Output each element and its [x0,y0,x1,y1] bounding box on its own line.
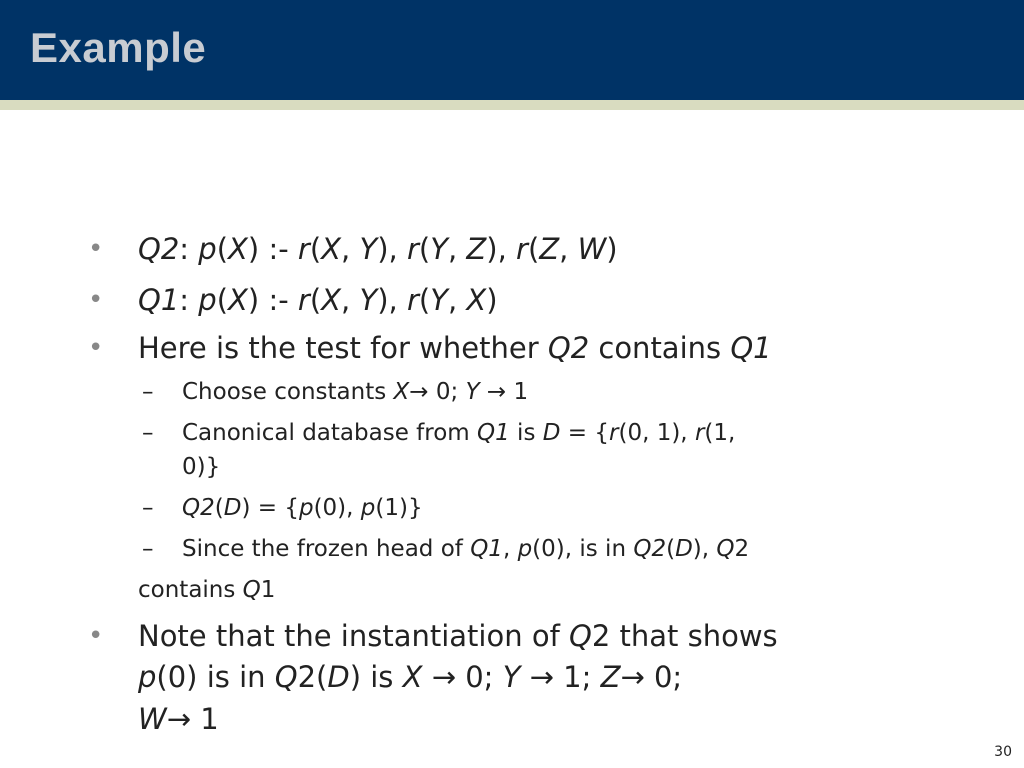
predicate: p [198,283,217,317]
sub-bullet-text: 2 [734,536,750,562]
predicate: r [609,420,619,446]
bullet-text: Here is the test for whether [138,331,548,365]
query-name: Q1 [138,283,180,317]
variable: Z [466,232,487,266]
mapping: → 0; [620,660,683,694]
sub-bullet-text: Choose constants [182,379,394,405]
predicate: p [360,495,376,521]
query-name: Q1 [470,536,503,562]
rule-symbol: :- [268,232,298,266]
bullet-text: Note that the instantiation of [138,619,569,653]
variable: Y [465,379,480,405]
sub-bullet-text: (0, 1), [618,420,695,446]
bullet-dot: • [88,234,104,264]
variable: Y [430,232,448,266]
bullet-q1-definition: • Q1: p(X) :- r(X, Y), r(Y, X) [138,280,498,320]
sub-bullet-text: , [502,536,518,562]
variable: Z [539,232,560,266]
sub-bullet-text: contains [138,577,243,603]
predicate: r [694,420,705,446]
sub-bullet-text: ), [692,536,717,562]
variable: Y [502,660,521,694]
variable: X [466,283,487,317]
sub-bullet-text: (1)} [375,495,423,521]
sub-bullet-text: (0), is in [532,536,634,562]
variable: X [228,232,248,266]
query-name: Q2 [182,495,215,521]
sub-bullet-text: (0), [313,495,361,521]
sub-bullet-text: 1 [260,577,276,603]
sub-bullet-constants [142,375,529,409]
bullet-dot: • [88,285,104,315]
bullet-instantiation-note-line2 [138,657,682,697]
sub-bullet-dash: – [142,495,154,521]
variable: Y [359,232,378,266]
continuation-text [138,573,275,607]
predicate: r [516,232,528,266]
query-name: Q [716,536,735,562]
sub-bullet-text: is [509,420,543,446]
bullet-instantiation-note-line3 [138,699,219,739]
sub-bullet-canonical-db-cont [182,450,220,484]
query-name: Q1 [730,331,772,365]
variable: X [321,283,342,317]
sub-bullet-frozen-head: – Since the frozen head of Q1, p(0), is in Q2(D), Q2 [182,532,749,566]
mapping: → 0; [409,379,466,405]
bullet-text: 2( [297,660,328,694]
sub-bullet-q2-result: – Q2(D) = {p(0), p(1)} [182,491,423,525]
query-name: Q2 [547,331,590,365]
query-name: Q2 [138,232,180,266]
sub-bullet-text: 0)} [182,454,221,480]
database-name: D [675,536,693,562]
variable: Y [430,283,448,317]
sub-bullet-dash: – [142,536,154,562]
predicate: r [406,232,419,266]
database-name: D [327,660,350,694]
sub-bullet-dash: – [142,420,154,446]
bullet-dot: • [88,333,104,363]
bullet-text: 2 that shows [591,619,778,653]
predicate: p [138,660,157,694]
sub-bullet-text: = { [560,420,609,446]
predicate: p [517,536,533,562]
mapping: → 0; [422,660,503,694]
slide-title: Example [30,24,207,71]
predicate: r [406,283,419,317]
page-number: 30 [994,744,1012,760]
database-name: D [223,495,242,521]
variable: X [393,379,410,405]
variable: W [577,232,607,266]
predicate: r [297,232,310,266]
sub-bullet-canonical-db [142,416,736,450]
sub-bullet-text: Canonical database from [182,420,477,446]
query-name: Q [242,577,261,603]
predicate: r [297,283,310,317]
variable: Z [600,660,621,694]
sub-bullet-text: (1, [704,420,736,446]
bullet-text: contains [589,331,731,365]
variable: W [138,702,167,736]
bullet-text: ) is [349,660,403,694]
bullet-dot: • [88,621,104,651]
mapping: → 1; [520,660,601,694]
query-name: Q [569,619,592,653]
variable: Y [359,283,378,317]
variable: X [228,283,248,317]
variable: X [321,232,342,266]
variable: X [402,660,423,694]
predicate: p [298,495,314,521]
sub-bullet-text: ) = { [241,495,299,521]
query-name: Q2 [633,536,667,562]
sub-bullet-dash: – [142,379,154,405]
bullet-containment-test [88,328,772,368]
sub-bullet-text: Since the frozen head of [182,536,471,562]
predicate: p [198,232,217,266]
bullet-text: (0) is in [156,660,275,694]
bullet-instantiation-note [88,616,778,656]
mapping: → 1 [166,702,219,736]
bullet-q2-definition: • Q2: p(X) :- r(X, Y), r(Y, Z), r(Z, W) [138,229,618,269]
query-name: Q [274,660,298,694]
query-name: Q1 [477,420,510,446]
mapping: → 1 [479,379,529,405]
database-name: D [542,420,561,446]
